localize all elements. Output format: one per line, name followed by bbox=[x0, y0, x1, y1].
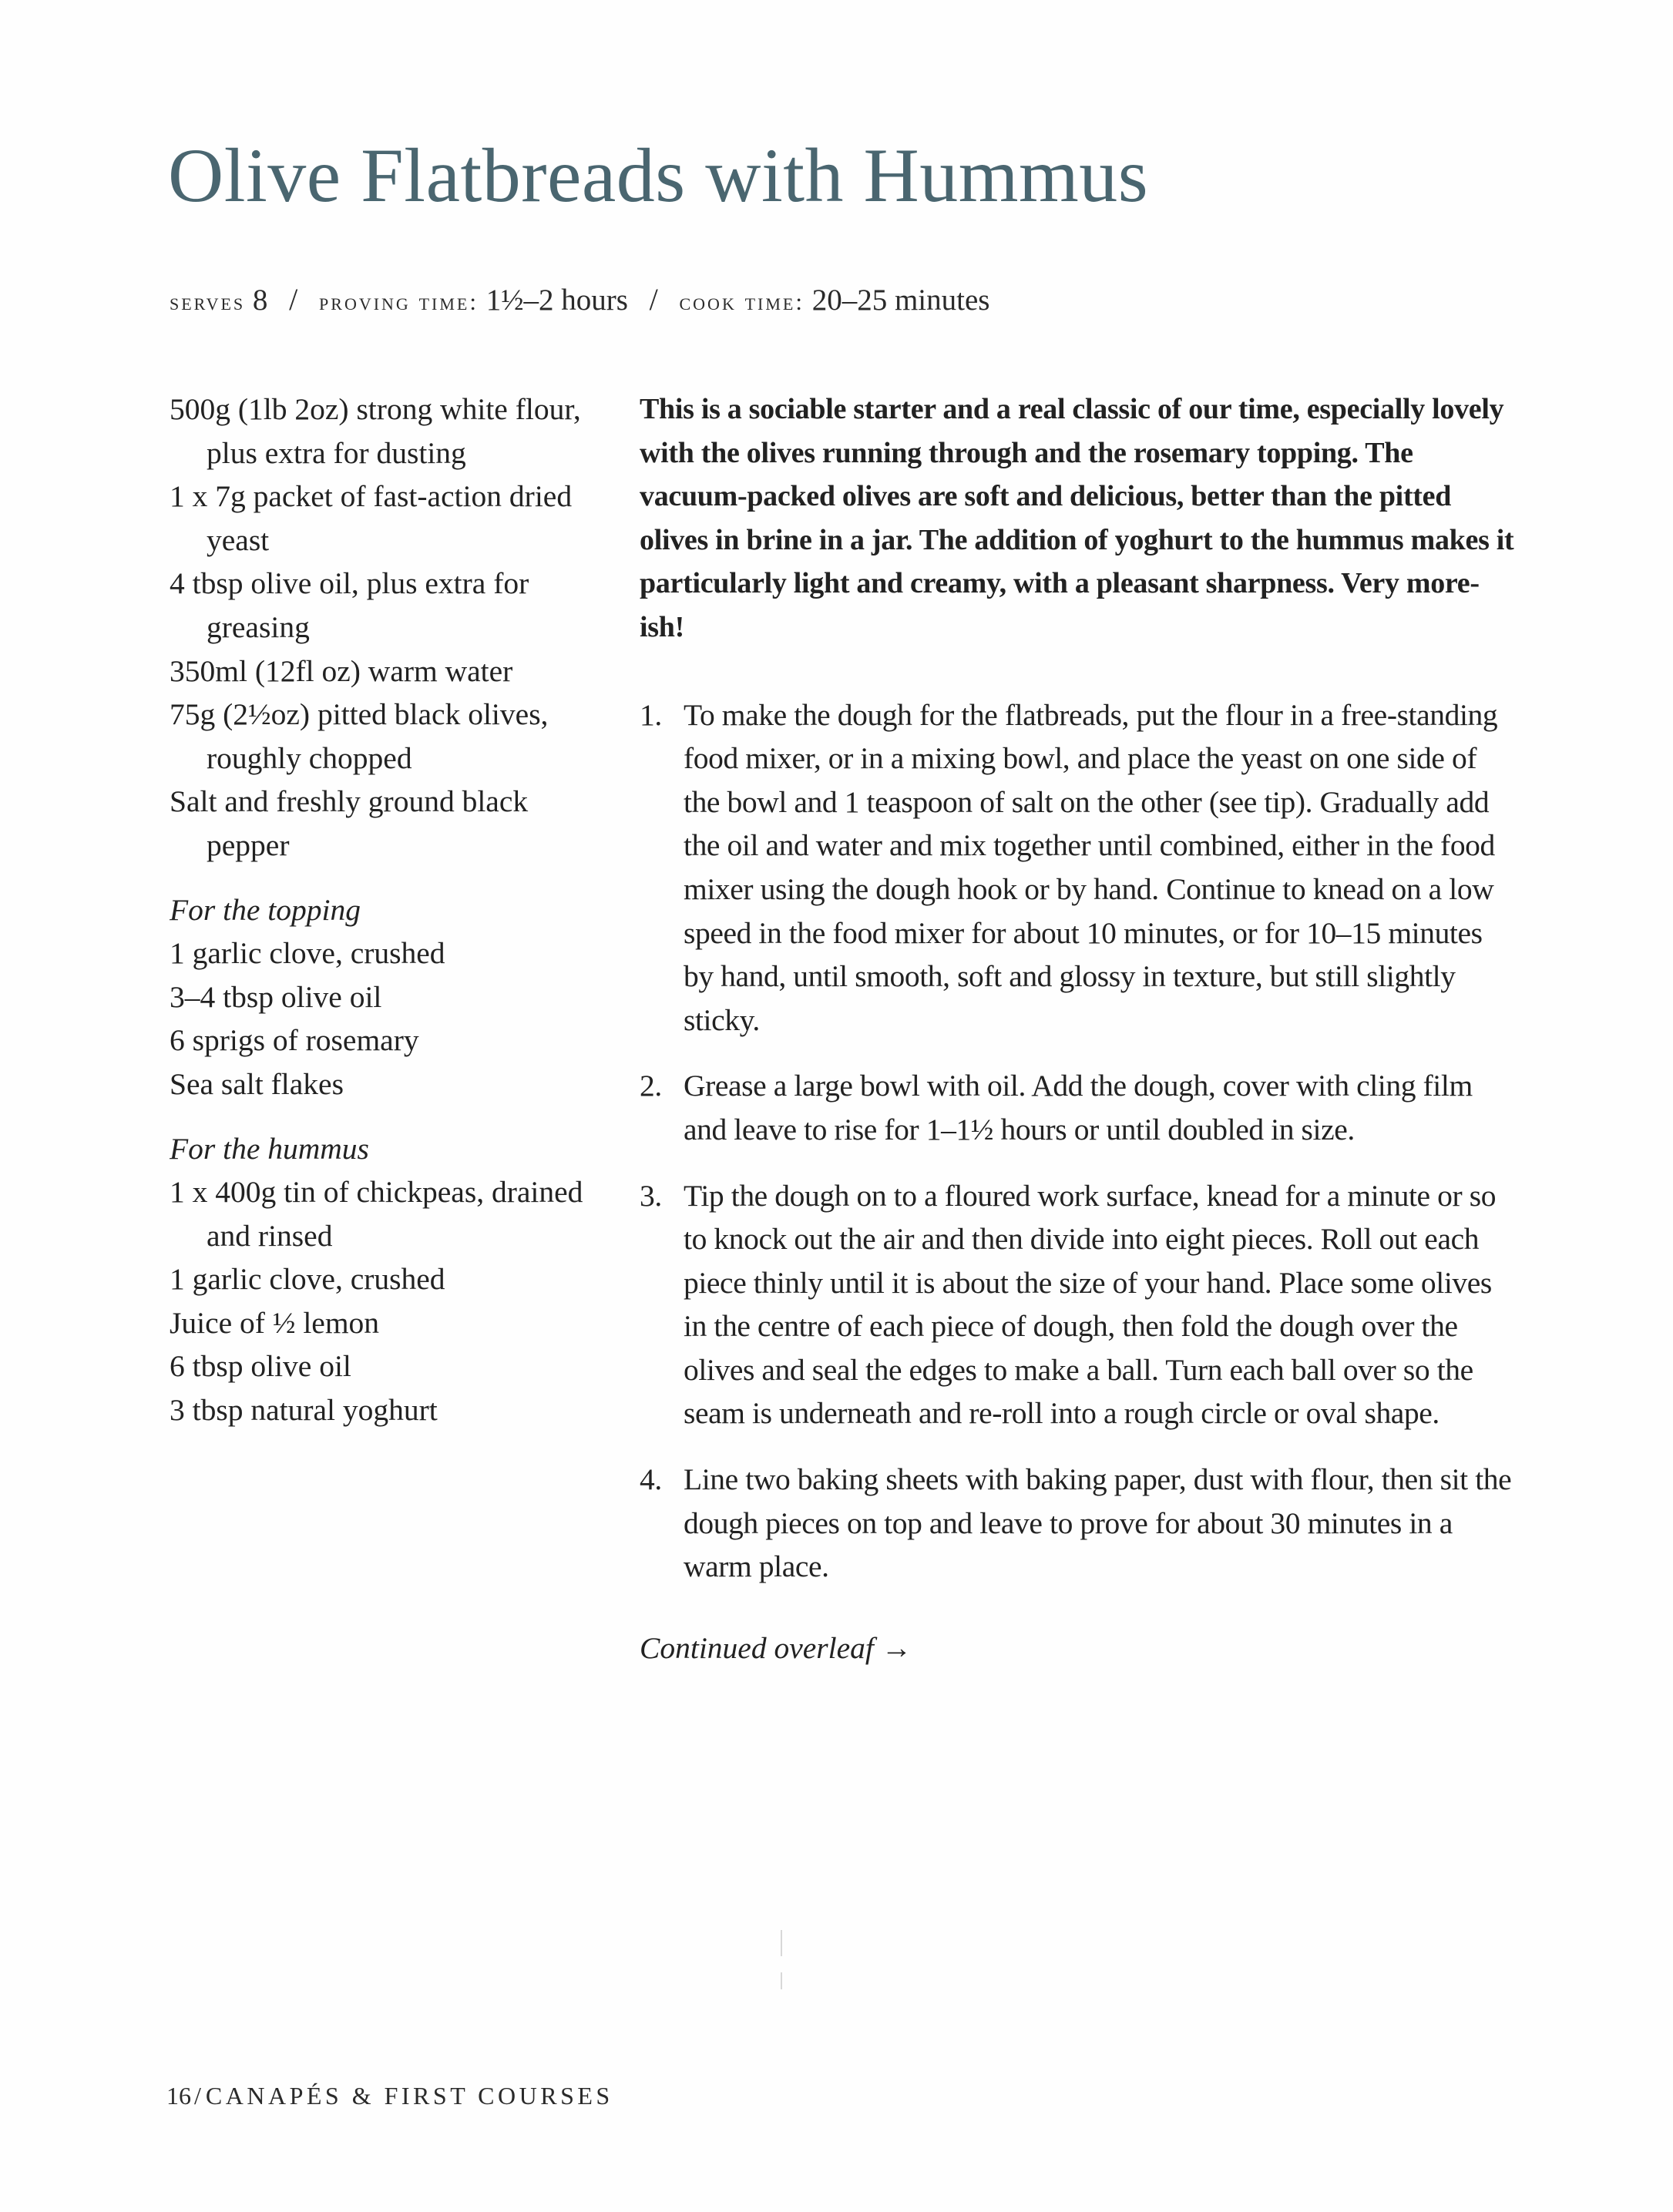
page-number: 16 bbox=[166, 2082, 191, 2110]
ingredients-column bbox=[170, 388, 601, 1432]
proving-time-value: 1½–2 hours bbox=[485, 284, 628, 317]
method-step bbox=[640, 1458, 1518, 1589]
method-steps bbox=[640, 693, 1518, 1589]
step-number: 1. bbox=[640, 697, 662, 732]
ingredient-item: 500g (1lb 2oz) strong white flour, plus extra for dusting bbox=[170, 392, 581, 470]
serves-label: serves bbox=[170, 288, 246, 315]
ingredients-topping bbox=[170, 931, 601, 1106]
scan-artifact bbox=[781, 1972, 782, 1989]
ingredient-item: 350ml (12fl oz) warm water bbox=[170, 653, 513, 688]
footer-separator: / bbox=[194, 2082, 201, 2110]
method-step bbox=[640, 1174, 1518, 1436]
ingredient-item: 6 sprigs of rosemary bbox=[170, 1023, 419, 1058]
method-column bbox=[640, 388, 1518, 1670]
step-number: 4. bbox=[640, 1462, 662, 1497]
cook-time-label: cook time: bbox=[679, 288, 805, 315]
ingredient-item: 1 garlic clove, crushed bbox=[170, 1262, 445, 1297]
method-step bbox=[640, 693, 1518, 1042]
step-text: Grease a large bowl with oil. Add the dough, cover with cling film and leave to rise for 1–1½ hours or until doubled in size. bbox=[684, 1069, 1473, 1146]
section-name: CANAPÉS & FIRST COURSES bbox=[205, 2082, 613, 2110]
ingredient-item: 3–4 tbsp olive oil bbox=[170, 979, 382, 1014]
scan-artifact bbox=[781, 1930, 782, 1956]
ingredient-item: Salt and freshly ground black pepper bbox=[170, 784, 529, 862]
recipe-intro: This is a sociable starter and a real classic of our time, especially lovely with the olives running through and the rosemary topping. The vacuum-packed olives are soft and delicious, better than the pitted olives in brine in a jar. The addition of yoghurt to the hummus makes it particularly light and creamy, with a pleasant sharpness. Very more-ish! bbox=[640, 393, 1514, 643]
ingredient-item: 6 tbsp olive oil bbox=[170, 1349, 351, 1384]
ingredient-item: 1 garlic clove, crushed bbox=[170, 936, 445, 971]
continued-overleaf: Continued overleaf → bbox=[640, 1630, 912, 1665]
ingredients-main bbox=[170, 388, 601, 868]
page-footer bbox=[166, 2078, 613, 2113]
serves-value: 8 bbox=[252, 284, 268, 317]
ingredient-item: 1 x 7g packet of fast-action dried yeast bbox=[170, 479, 573, 557]
topping-heading: For the topping bbox=[170, 892, 361, 927]
meta-separator: / bbox=[289, 282, 298, 317]
step-number: 2. bbox=[640, 1069, 662, 1103]
ingredient-item: 1 x 400g tin of chickpeas, drained and rinsed bbox=[170, 1175, 583, 1253]
proving-time-label: proving time: bbox=[319, 288, 479, 315]
method-step bbox=[640, 1064, 1518, 1151]
ingredient-item: 4 tbsp olive oil, plus extra for greasing bbox=[170, 566, 529, 644]
ingredient-item: 3 tbsp natural yoghurt bbox=[170, 1393, 438, 1428]
recipe-meta bbox=[170, 279, 989, 323]
ingredient-item: 75g (2½oz) pitted black olives, roughly chopped bbox=[170, 697, 549, 775]
ingredient-item: Juice of ½ lemon bbox=[170, 1305, 380, 1340]
step-text: To make the dough for the flatbreads, put the flour in a free-standing food mixer, or in a mixing bowl, and place the yeast on one side of the bowl and 1 teaspoon of salt on the other (see tip). Gradually add the oil and water and mix together until combined, either in the food mixer using the dough hook or by hand. Continue to knead on a low speed in the food mixer for about 10 minutes, or for 10–15 minutes by hand, until smooth, soft and glossy in texture, but still slightly sticky. bbox=[684, 697, 1498, 1037]
hummus-heading: For the hummus bbox=[170, 1131, 369, 1166]
step-text: Tip the dough on to a floured work surface, knead for a minute or so to knock out the air and then divide into eight pieces. Roll out each piece thinly until it is about the size of your hand. Place some olives in the centre of each piece of dough, then fold the dough over the olives and seal the edges to make a ball. Turn each ball over so the seam is underneath and re-roll into a rough circle or oval shape. bbox=[684, 1178, 1497, 1431]
step-text: Line two baking sheets with baking paper, dust with flour, then sit the dough pieces on top and leave to prove for about 30 minutes in a warm place. bbox=[684, 1462, 1512, 1584]
ingredient-item: Sea salt flakes bbox=[170, 1066, 344, 1101]
meta-separator: / bbox=[649, 282, 658, 317]
cook-time-value: 20–25 minutes bbox=[811, 284, 990, 317]
recipe-title: Olive Flatbreads with Hummus bbox=[168, 133, 1149, 218]
step-number: 3. bbox=[640, 1178, 662, 1213]
ingredients-hummus bbox=[170, 1170, 601, 1432]
